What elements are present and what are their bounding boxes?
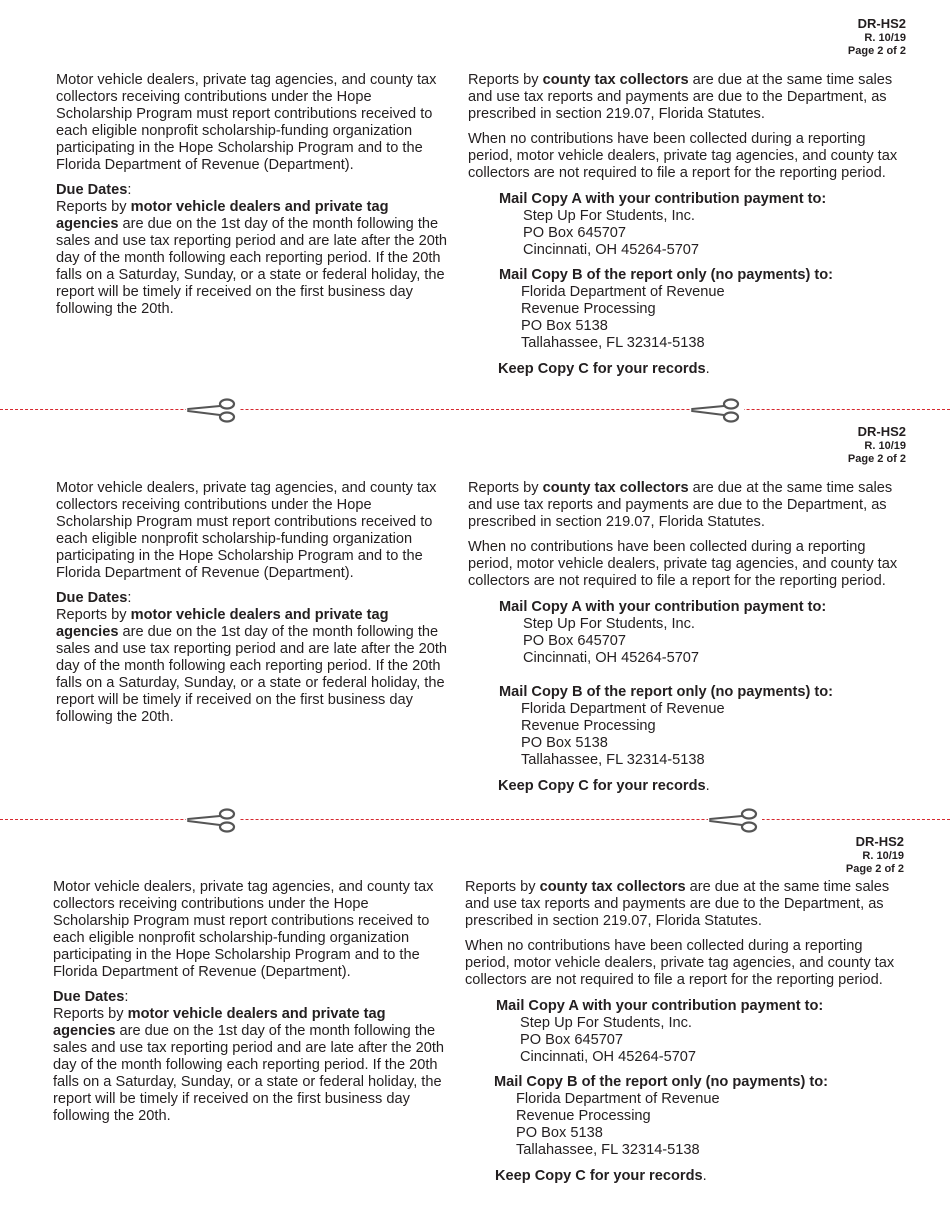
address-line: Tallahassee, FL 32314-5138 [516,1142,700,1158]
form-revision: R. 10/19 [864,32,906,44]
mail-copy-b-block [494,1074,905,1159]
address-line: Revenue Processing [521,718,656,734]
intro-paragraph: Motor vehicle dealers, private tag agencies, and county tax collectors receiving contributions under the Hope Scholarship Program must report contributions received to each eligible nonprofit scholarship-funding organization participating in the Hope Scholarship Program and to the Florida Department of Revenue (Department). [56,72,437,173]
keep-copy-c: Keep Copy C for your records. [495,1168,707,1184]
mail-copy-b-block [499,267,908,352]
county-tax-collectors-emphasis: county tax collectors [542,480,689,496]
due-dates-paragraph: Due Dates: Reports by motor vehicle dealers and private tag agencies are due on the 1st day of the month following the sales and use tax reporting period and are late after the 20th day of the month following each reporting period. If the 20th falls on a Saturday, Sunday, or a state or federal holiday, the report will be timely if received on the first business day following the 20th. [56,590,448,725]
dealers-agencies-emphasis: motor vehicle dealers and private tag agencies [53,1006,386,1039]
mail-copy-b-title: Mail Copy B of the report only (no payments) to: [494,1074,829,1090]
copy-c-section [0,820,950,1230]
form-identifier [846,834,904,876]
left-column [56,480,448,726]
form-identifier [848,16,906,58]
dealers-agencies-emphasis: motor vehicle dealers and private tag agencies [56,199,389,232]
address-line: Step Up For Students, Inc. [523,208,695,224]
mail-copy-a-block [496,998,905,1066]
mail-copy-b-block [499,684,908,769]
mail-copy-a-block [499,191,908,259]
address-line: Step Up For Students, Inc. [520,1015,692,1031]
no-contributions-paragraph: When no contributions have been collected during a reporting period, motor vehicle dealers, private tag agencies, and county tax collectors are not required to file a report for the reporting period. [468,131,898,181]
address-line: PO Box 5138 [516,1125,603,1141]
mail-copy-a-title: Mail Copy A with your contribution payment to: [499,191,827,207]
mail-copy-b-title: Mail Copy B of the report only (no payments) to: [499,267,834,283]
intro-paragraph: Motor vehicle dealers, private tag agencies, and county tax collectors receiving contributions under the Hope Scholarship Program must report contributions received to each eligible nonprofit scholarship-funding organization participating in the Hope Scholarship Program and to the Florida Department of Revenue (Department). [53,879,434,980]
intro-paragraph: Motor vehicle dealers, private tag agencies, and county tax collectors receiving contributions under the Hope Scholarship Program must report contributions received to each eligible nonprofit scholarship-funding organization participating in the Hope Scholarship Program and to the Florida Department of Revenue (Department). [56,480,437,581]
address-line: Florida Department of Revenue [521,284,725,300]
address-line: Florida Department of Revenue [521,701,725,717]
county-reports-paragraph: Reports by county tax collectors are due at the same time sales and use tax reports and payments are due to the Department, as prescribed in section 219.07, Florida Statutes. [468,480,893,530]
form-revision: R. 10/19 [862,850,904,862]
due-dates-heading: Due Dates [53,989,125,1005]
county-reports-paragraph: Reports by county tax collectors are due at the same time sales and use tax reports and payments are due to the Department, as prescribed in section 219.07, Florida Statutes. [465,879,890,929]
county-reports-paragraph: Reports by county tax collectors are due at the same time sales and use tax reports and payments are due to the Department, as prescribed in section 219.07, Florida Statutes. [468,72,893,122]
mail-copy-b-title: Mail Copy B of the report only (no payments) to: [499,684,834,700]
address-line: PO Box 5138 [521,318,608,334]
copy-a-section [0,0,950,410]
form-identifier [848,424,906,466]
address-line: Florida Department of Revenue [516,1091,720,1107]
due-dates-paragraph: Due Dates: Reports by motor vehicle dealers and private tag agencies are due on the 1st day of the month following the sales and use tax reporting period and are late after the 20th day of the month following each reporting period. If the 20th falls on a Saturday, Sunday, or a state or federal holiday, the report will be timely if received on the first business day following the 20th. [53,989,445,1124]
page-number: Page 2 of 2 [847,45,906,57]
address-line: PO Box 5138 [521,735,608,751]
due-dates-paragraph: Due Dates: Reports by motor vehicle dealers and private tag agencies are due on the 1st day of the month following the sales and use tax reporting period and are late after the 20th day of the month following each reporting period. If the 20th falls on a Saturday, Sunday, or a state or federal holiday, the report will be timely if received on the first business day following the 20th. [56,182,448,317]
page-number: Page 2 of 2 [847,453,906,465]
dealers-agencies-emphasis: motor vehicle dealers and private tag agencies [56,607,389,640]
county-tax-collectors-emphasis: county tax collectors [539,879,686,895]
address-line: Step Up For Students, Inc. [523,616,695,632]
county-tax-collectors-emphasis: county tax collectors [542,72,689,88]
left-column [56,72,448,318]
address-line: PO Box 645707 [520,1032,624,1048]
copy-b-section [0,410,950,820]
address-line: PO Box 645707 [523,225,627,241]
form-number: DR-HS2 [855,834,904,849]
address-line: Cincinnati, OH 45264-5707 [523,650,700,666]
address-line: Cincinnati, OH 45264-5707 [523,242,700,258]
keep-copy-c: Keep Copy C for your records. [498,778,710,794]
right-column [468,480,908,795]
form-number: DR-HS2 [857,16,906,31]
page-number: Page 2 of 2 [845,863,904,875]
address-line: PO Box 645707 [523,633,627,649]
due-dates-heading: Due Dates [56,182,128,198]
address-line: Revenue Processing [516,1108,651,1124]
no-contributions-paragraph: When no contributions have been collected during a reporting period, motor vehicle dealers, private tag agencies, and county tax collectors are not required to file a report for the reporting period. [465,938,895,988]
address-line: Revenue Processing [521,301,656,317]
left-column [53,879,445,1125]
keep-copy-c: Keep Copy C for your records. [498,361,710,377]
mail-copy-a-block [499,599,908,667]
no-contributions-paragraph: When no contributions have been collected during a reporting period, motor vehicle dealers, private tag agencies, and county tax collectors are not required to file a report for the reporting period. [468,539,898,589]
right-column [465,879,905,1185]
form-revision: R. 10/19 [864,440,906,452]
address-line: Tallahassee, FL 32314-5138 [521,335,705,351]
form-number: DR-HS2 [857,424,906,439]
address-line: Tallahassee, FL 32314-5138 [521,752,705,768]
address-line: Cincinnati, OH 45264-5707 [520,1049,697,1065]
mail-copy-a-title: Mail Copy A with your contribution payment to: [496,998,824,1014]
right-column [468,72,908,378]
mail-copy-a-title: Mail Copy A with your contribution payment to: [499,599,827,615]
due-dates-heading: Due Dates [56,590,128,606]
